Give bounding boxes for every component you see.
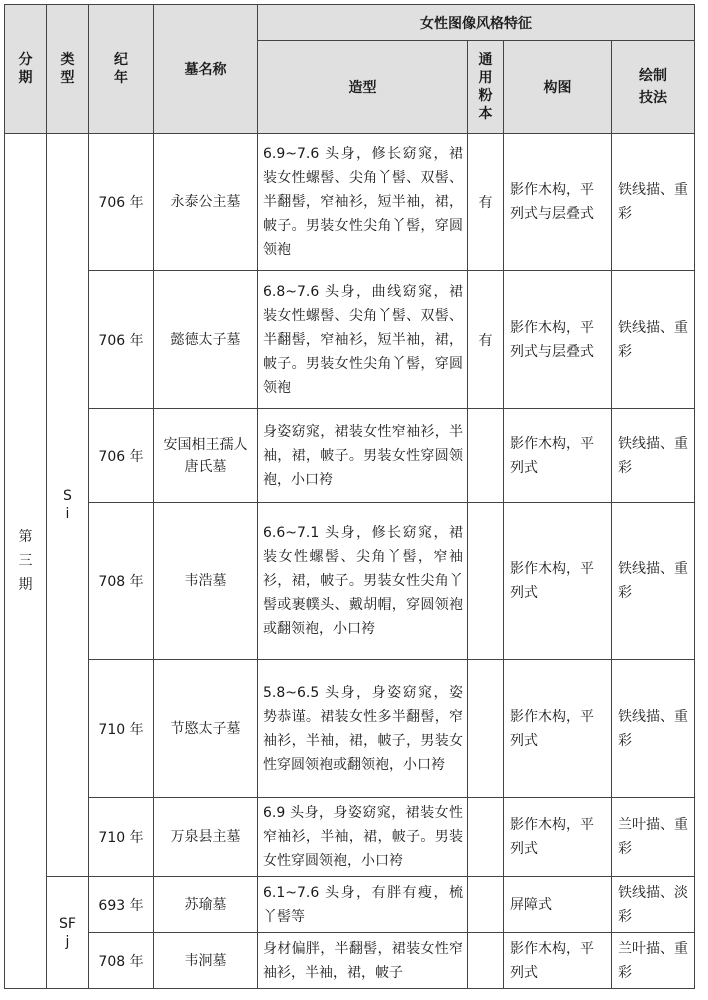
tomb-cell: 懿德太子墓 — [154, 271, 258, 409]
common-cell — [468, 877, 504, 933]
shape-cell: 6.6~7.1 头身，修长窈窕，裙装女性螺髻、尖角丫髻，窄袖衫，裙，帔子。男装女性尖角丫髻或裹幞头、戴胡帽，穿圆领袍或翻领袍，小口袴 — [258, 503, 468, 660]
header-shape: 造型 — [258, 41, 468, 134]
table-row — [5, 503, 695, 660]
technique-cell: 铁线描、重彩 — [612, 271, 695, 409]
shape-cell: 6.1~7.6 头身，有胖有瘦，梳丫髻等 — [258, 877, 468, 933]
year-cell: 710 年 — [89, 798, 154, 877]
composition-cell: 屏障式 — [504, 877, 612, 933]
common-cell: 有 — [468, 134, 504, 271]
tomb-cell: 永泰公主墓 — [154, 134, 258, 271]
shape-cell: 身姿窈窕，裙装女性窄袖衫，半袖，裙，帔子。男装女性穿圆领袍，小口袴 — [258, 409, 468, 503]
year-cell: 706 年 — [89, 134, 154, 271]
shape-cell: 6.9 头身，身姿窈窕，裙装女性窄袖衫，半袖，裙，帔子。男装女性穿圆领袍，小口袴 — [258, 798, 468, 877]
technique-cell: 铁线描、淡彩 — [612, 877, 695, 933]
shape-cell: 6.8~7.6 头身，曲线窈窕，裙装女性螺髻、尖角丫髻、双髻、半翻髻，窄袖衫，短半袖，裙，帔子。男装女性尖角丫髻，穿圆领袍 — [258, 271, 468, 409]
year-cell: 710 年 — [89, 660, 154, 798]
table-row — [5, 798, 695, 877]
common-cell — [468, 503, 504, 660]
composition-cell: 影作木构，平列式与层叠式 — [504, 271, 612, 409]
header-period: 分 期 — [5, 5, 47, 134]
tomb-cell: 万泉县主墓 — [154, 798, 258, 877]
composition-cell: 影作木构，平列式与层叠式 — [504, 134, 612, 271]
header-group: 女性图像风格特征 — [258, 5, 695, 41]
common-cell — [468, 933, 504, 989]
header-type: 类 型 — [47, 5, 89, 134]
shape-cell: 5.8~6.5 头身，身姿窈窕，姿势恭谨。裙装女性多半翻髻，窄袖衫，半袖，裙，帔子，男装女性穿圆领袍或翻领袍，小口袴 — [258, 660, 468, 798]
tomb-cell: 节愍太子墓 — [154, 660, 258, 798]
composition-cell: 影作木构，平列式 — [504, 409, 612, 503]
header-tomb: 墓名称 — [154, 5, 258, 134]
year-cell: 693 年 — [89, 877, 154, 933]
technique-cell: 铁线描、重彩 — [612, 503, 695, 660]
technique-cell: 兰叶描、重彩 — [612, 798, 695, 877]
type-sfj-cell: SF j — [47, 877, 89, 989]
table-row — [5, 409, 695, 503]
composition-cell: 影作木构，平列式 — [504, 503, 612, 660]
technique-cell: 兰叶描、重彩 — [612, 933, 695, 989]
table-row — [5, 134, 695, 271]
shape-cell: 身材偏胖，半翻髻，裙装女性窄袖衫，半袖，裙，帔子 — [258, 933, 468, 989]
table-row — [5, 660, 695, 798]
composition-cell: 影作木构，平列式 — [504, 660, 612, 798]
year-cell: 706 年 — [89, 271, 154, 409]
common-cell: 有 — [468, 271, 504, 409]
technique-cell: 铁线描、重彩 — [612, 409, 695, 503]
header-technique: 绘制 技法 — [612, 41, 695, 134]
tomb-cell: 韦泂墓 — [154, 933, 258, 989]
year-cell: 706 年 — [89, 409, 154, 503]
composition-cell: 影作木构，平列式 — [504, 798, 612, 877]
header-common: 通 用 粉 本 — [468, 41, 504, 134]
table-row — [5, 271, 695, 409]
period-cell: 第 三 期 — [5, 134, 47, 989]
tomb-cell: 苏瑜墓 — [154, 877, 258, 933]
table-row — [5, 877, 695, 933]
year-cell: 708 年 — [89, 933, 154, 989]
table-body — [5, 134, 695, 989]
type-si-cell: S i — [47, 134, 89, 877]
shape-cell: 6.9~7.6 头身，修长窈窕，裙装女性螺髻、尖角丫髻、双髻、半翻髻，窄袖衫，短半袖，裙，帔子。男装女性尖角丫髻，穿圆领袍 — [258, 134, 468, 271]
common-cell — [468, 660, 504, 798]
tomb-cell: 安国相王孺人唐氏墓 — [154, 409, 258, 503]
header-composition: 构图 — [504, 41, 612, 134]
common-cell — [468, 409, 504, 503]
composition-cell: 影作木构，平列式 — [504, 933, 612, 989]
table-header — [5, 5, 695, 134]
tomb-cell: 韦浩墓 — [154, 503, 258, 660]
header-year: 纪 年 — [89, 5, 154, 134]
technique-cell: 铁线描、重彩 — [612, 134, 695, 271]
technique-cell: 铁线描、重彩 — [612, 660, 695, 798]
year-cell: 708 年 — [89, 503, 154, 660]
table-row — [5, 933, 695, 989]
tomb-mural-table — [4, 4, 695, 989]
common-cell — [468, 798, 504, 877]
